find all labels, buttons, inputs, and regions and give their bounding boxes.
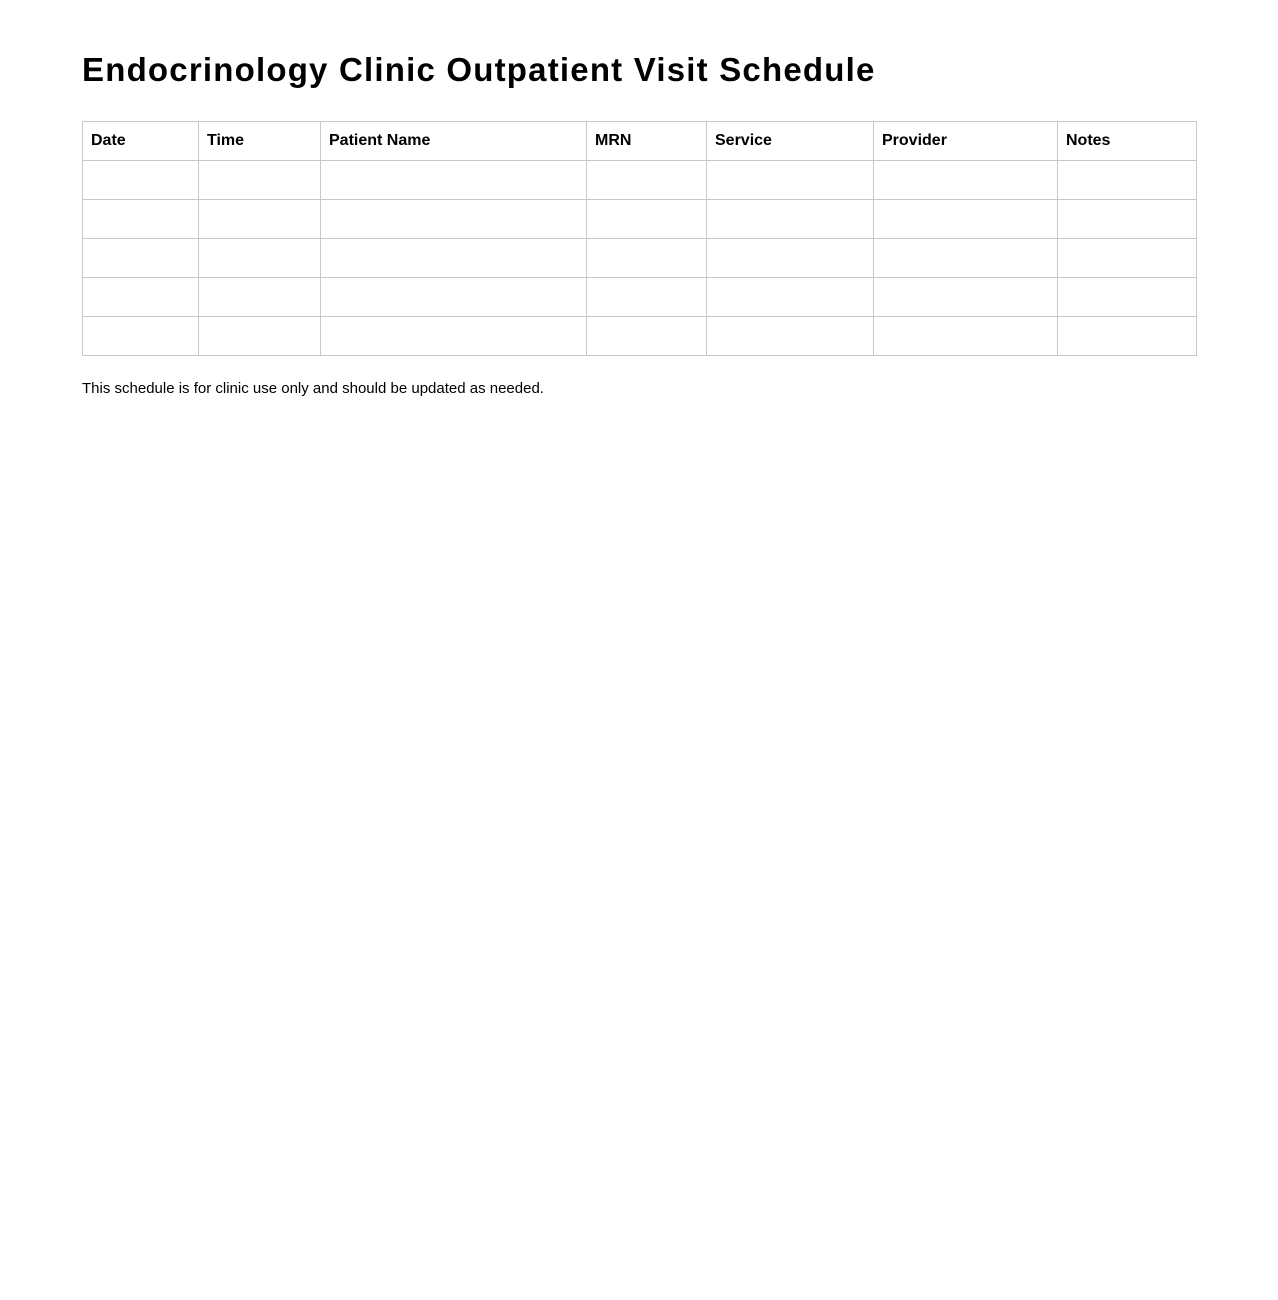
table-header-row xyxy=(83,122,1197,161)
page-title: Endocrinology Clinic Outpatient Visit Schedule xyxy=(82,51,876,88)
table-cell xyxy=(1058,161,1197,200)
header-provider: Provider xyxy=(874,122,1058,161)
table-row xyxy=(83,239,1197,278)
table-cell xyxy=(199,239,321,278)
table-cell xyxy=(321,278,587,317)
table-cell xyxy=(587,239,707,278)
footer-note: This schedule is for clinic use only and should be updated as needed. xyxy=(82,380,544,397)
table-cell xyxy=(83,278,199,317)
table-cell xyxy=(707,200,874,239)
table-cell xyxy=(321,239,587,278)
header-notes: Notes xyxy=(1058,122,1197,161)
table-cell xyxy=(707,239,874,278)
table-cell xyxy=(587,161,707,200)
table-cell xyxy=(587,200,707,239)
table-cell xyxy=(1058,200,1197,239)
table-cell xyxy=(199,161,321,200)
table-cell xyxy=(1058,317,1197,356)
table-cell xyxy=(707,161,874,200)
table-cell xyxy=(83,317,199,356)
table-cell xyxy=(874,161,1058,200)
table-cell xyxy=(321,317,587,356)
header-patient-name: Patient Name xyxy=(321,122,587,161)
table-cell xyxy=(83,239,199,278)
table-cell xyxy=(874,278,1058,317)
table-cell xyxy=(874,200,1058,239)
table-cell xyxy=(587,278,707,317)
schedule-table xyxy=(82,121,1197,356)
table-row xyxy=(83,317,1197,356)
table-cell xyxy=(199,200,321,239)
table-row xyxy=(83,278,1197,317)
table-cell xyxy=(321,200,587,239)
table-cell xyxy=(707,278,874,317)
table-cell xyxy=(707,317,874,356)
header-service: Service xyxy=(707,122,874,161)
header-date: Date xyxy=(83,122,199,161)
table-cell xyxy=(199,278,321,317)
table-cell xyxy=(83,161,199,200)
table-cell xyxy=(321,161,587,200)
table-cell xyxy=(199,317,321,356)
table-cell xyxy=(587,317,707,356)
table-cell xyxy=(874,239,1058,278)
table-cell xyxy=(83,200,199,239)
header-time: Time xyxy=(199,122,321,161)
table-cell xyxy=(874,317,1058,356)
table-cell xyxy=(1058,278,1197,317)
header-mrn: MRN xyxy=(587,122,707,161)
table-row xyxy=(83,161,1197,200)
table-row xyxy=(83,200,1197,239)
table-cell xyxy=(1058,239,1197,278)
